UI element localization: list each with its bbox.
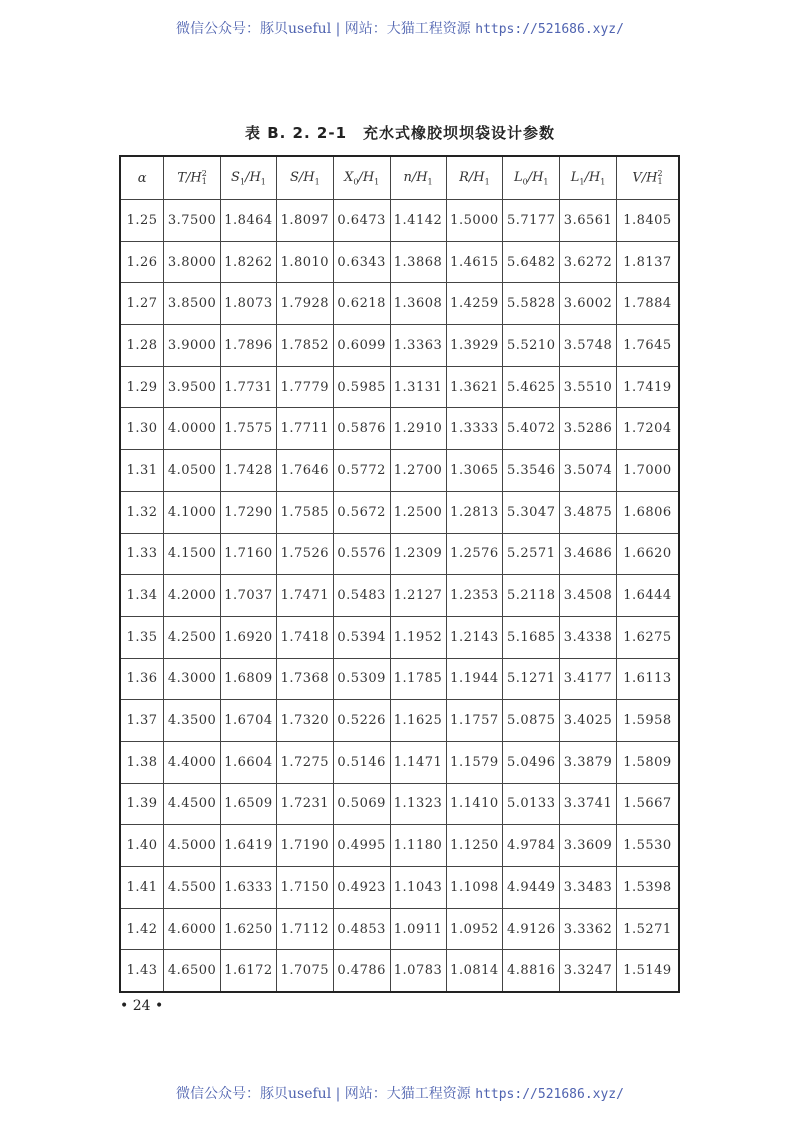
value-cell: 5.5210: [503, 325, 560, 367]
value-cell: 5.6482: [503, 241, 560, 283]
value-cell: 1.4259: [446, 283, 503, 325]
value-cell: 1.2353: [446, 575, 503, 617]
value-cell: 3.4177: [560, 658, 617, 700]
value-cell: 0.5226: [333, 700, 390, 742]
value-cell: 1.4615: [446, 241, 503, 283]
alpha-cell: 1.36: [120, 658, 164, 700]
alpha-cell: 1.37: [120, 700, 164, 742]
value-cell: 4.2500: [164, 616, 221, 658]
table-row: [120, 491, 679, 533]
table-header-row: [120, 156, 679, 200]
value-cell: 4.3000: [164, 658, 221, 700]
value-cell: 5.3047: [503, 491, 560, 533]
value-cell: 1.5398: [616, 867, 679, 909]
column-header: [120, 156, 164, 200]
value-cell: 1.3363: [390, 325, 446, 367]
alpha-cell: 1.42: [120, 908, 164, 950]
table-row: [120, 241, 679, 283]
value-cell: 1.3333: [446, 408, 503, 450]
value-cell: 1.6275: [616, 616, 679, 658]
value-cell: 1.0814: [446, 950, 503, 992]
value-cell: 1.1944: [446, 658, 503, 700]
value-cell: 1.1785: [390, 658, 446, 700]
header-part: 1: [484, 177, 490, 187]
value-cell: 1.7190: [276, 825, 333, 867]
value-cell: 0.5069: [333, 783, 390, 825]
value-cell: 1.7231: [276, 783, 333, 825]
alpha-cell: 1.35: [120, 616, 164, 658]
value-cell: 0.5772: [333, 450, 390, 492]
table-row: [120, 366, 679, 408]
header-part: X: [344, 169, 354, 185]
column-header: $X_0/H_1$: [333, 156, 390, 200]
value-cell: 3.5748: [560, 325, 617, 367]
value-cell: 4.9126: [503, 908, 560, 950]
value-cell: 1.6113: [616, 658, 679, 700]
value-cell: 1.8097: [276, 200, 333, 242]
header-part: 1: [579, 177, 585, 187]
table-row: [120, 700, 679, 742]
table-row: [120, 283, 679, 325]
header-part: R: [459, 169, 469, 185]
value-cell: 1.0911: [390, 908, 446, 950]
design-parameters-table: [119, 155, 680, 993]
table-row: [120, 741, 679, 783]
header-part: 1: [543, 177, 549, 187]
table-row: [120, 575, 679, 617]
alpha-cell: 1.39: [120, 783, 164, 825]
watermark-top: [0, 18, 800, 38]
value-cell: 3.4025: [560, 700, 617, 742]
value-cell: 0.6343: [333, 241, 390, 283]
value-cell: 0.6099: [333, 325, 390, 367]
value-cell: 1.1098: [446, 867, 503, 909]
value-cell: 5.7177: [503, 200, 560, 242]
column-header: $S_1/H_1$: [220, 156, 276, 200]
value-cell: 3.3362: [560, 908, 617, 950]
value-cell: 5.4072: [503, 408, 560, 450]
value-cell: 4.9449: [503, 867, 560, 909]
value-cell: 1.7368: [276, 658, 333, 700]
value-cell: 0.6218: [333, 283, 390, 325]
value-cell: 1.1323: [390, 783, 446, 825]
value-cell: 1.2309: [390, 533, 446, 575]
value-cell: 1.1952: [390, 616, 446, 658]
value-cell: 5.3546: [503, 450, 560, 492]
table-title: 表 B. 2. 2-1 充水式橡胶坝坝袋设计参数: [244, 124, 556, 142]
header-part: H: [588, 169, 601, 185]
value-cell: 4.3500: [164, 700, 221, 742]
header-part: 2: [657, 169, 663, 178]
page-number: • 24 •: [120, 998, 164, 1014]
value-cell: 3.6272: [560, 241, 617, 283]
value-cell: 1.1579: [446, 741, 503, 783]
value-cell: 1.2576: [446, 533, 503, 575]
alpha-cell: 1.29: [120, 366, 164, 408]
header-part: S: [289, 169, 299, 185]
value-cell: 0.4995: [333, 825, 390, 867]
value-cell: 1.3608: [390, 283, 446, 325]
header-part: 1: [374, 177, 380, 187]
header-part: 2: [201, 169, 207, 178]
value-cell: 3.8000: [164, 241, 221, 283]
value-cell: 0.4923: [333, 867, 390, 909]
header-part: H: [303, 169, 315, 185]
header-part: T: [177, 170, 186, 186]
value-cell: 1.5530: [616, 825, 679, 867]
value-cell: 0.5985: [333, 366, 390, 408]
value-cell: 1.6419: [220, 825, 276, 867]
value-cell: 3.4875: [560, 491, 617, 533]
value-cell: 1.6620: [616, 533, 679, 575]
value-cell: 3.5074: [560, 450, 617, 492]
value-cell: 1.7779: [276, 366, 333, 408]
alpha-cell: 1.25: [120, 200, 164, 242]
value-cell: 3.4338: [560, 616, 617, 658]
header-part: S: [231, 169, 240, 185]
value-cell: 1.6333: [220, 867, 276, 909]
table-row: [120, 783, 679, 825]
value-cell: 1.5958: [616, 700, 679, 742]
value-cell: 1.8262: [220, 241, 276, 283]
value-cell: 1.2700: [390, 450, 446, 492]
table-row: [120, 616, 679, 658]
table-row: [120, 200, 679, 242]
value-cell: 1.7290: [220, 491, 276, 533]
alpha-cell: 1.32: [120, 491, 164, 533]
value-cell: 3.6002: [560, 283, 617, 325]
header-part: 0: [522, 177, 528, 187]
value-cell: 0.5876: [333, 408, 390, 450]
alpha-cell: 1.31: [120, 450, 164, 492]
value-cell: 1.7731: [220, 366, 276, 408]
table-row: [120, 825, 679, 867]
value-cell: 1.7645: [616, 325, 679, 367]
value-cell: 1.7884: [616, 283, 679, 325]
header-part: H: [473, 169, 485, 185]
value-cell: 4.6500: [164, 950, 221, 992]
value-cell: 3.9500: [164, 366, 221, 408]
value-cell: 1.6172: [220, 950, 276, 992]
value-cell: 1.8137: [616, 241, 679, 283]
column-header: T/H 2 1: [164, 156, 221, 200]
value-cell: 4.5000: [164, 825, 221, 867]
value-cell: 4.4000: [164, 741, 221, 783]
value-cell: 3.4686: [560, 533, 617, 575]
value-cell: 1.7150: [276, 867, 333, 909]
table-row: [120, 867, 679, 909]
alpha-cell: 1.34: [120, 575, 164, 617]
value-cell: 1.8405: [616, 200, 679, 242]
table-row: [120, 533, 679, 575]
value-cell: 1.1043: [390, 867, 446, 909]
value-cell: 4.6000: [164, 908, 221, 950]
value-cell: 1.7646: [276, 450, 333, 492]
value-cell: 5.4625: [503, 366, 560, 408]
watermark-link[interactable]: https://521686.xyz/: [475, 1087, 624, 1102]
value-cell: 1.6509: [220, 783, 276, 825]
value-cell: 3.9000: [164, 325, 221, 367]
header-part: L: [513, 169, 523, 185]
header-part: n: [403, 169, 412, 185]
value-cell: 1.5667: [616, 783, 679, 825]
value-cell: 1.8073: [220, 283, 276, 325]
value-cell: 1.6809: [220, 658, 276, 700]
value-cell: 1.8464: [220, 200, 276, 242]
value-cell: 1.1625: [390, 700, 446, 742]
value-cell: 5.1271: [503, 658, 560, 700]
value-cell: 5.5828: [503, 283, 560, 325]
value-cell: 5.1685: [503, 616, 560, 658]
header-part: 1: [239, 177, 246, 187]
alpha-cell: 1.28: [120, 325, 164, 367]
watermark-bottom: [0, 1083, 800, 1103]
value-cell: 1.3621: [446, 366, 503, 408]
value-cell: 1.5809: [616, 741, 679, 783]
value-cell: 1.3065: [446, 450, 503, 492]
value-cell: 4.1000: [164, 491, 221, 533]
value-cell: 1.0783: [390, 950, 446, 992]
header-part: H: [532, 169, 544, 185]
watermark-text: 微信公众号：豚贝useful | 网站：大猫工程资源: [176, 21, 476, 37]
value-cell: 1.7419: [616, 366, 679, 408]
table-row: [120, 408, 679, 450]
value-cell: 1.7037: [220, 575, 276, 617]
header-part: 0: [353, 177, 359, 187]
value-cell: 0.5483: [333, 575, 390, 617]
value-cell: 1.6444: [616, 575, 679, 617]
table-row: [120, 950, 679, 992]
value-cell: 5.2118: [503, 575, 560, 617]
value-cell: 1.5000: [446, 200, 503, 242]
header-part: H: [362, 169, 375, 185]
alpha-cell: 1.27: [120, 283, 164, 325]
alpha-cell: 1.38: [120, 741, 164, 783]
value-cell: 1.5271: [616, 908, 679, 950]
table-row: [120, 450, 679, 492]
table-row: [120, 325, 679, 367]
value-cell: 1.6920: [220, 616, 276, 658]
value-cell: 1.2127: [390, 575, 446, 617]
column-header: $n/H_1$: [390, 156, 446, 200]
table-row: [120, 658, 679, 700]
table-row: [120, 908, 679, 950]
value-cell: 1.2500: [390, 491, 446, 533]
value-cell: 0.5394: [333, 616, 390, 658]
value-cell: 3.3609: [560, 825, 617, 867]
alpha-cell: 1.33: [120, 533, 164, 575]
value-cell: 1.7526: [276, 533, 333, 575]
value-cell: 1.7075: [276, 950, 333, 992]
value-cell: 1.7896: [220, 325, 276, 367]
value-cell: 3.7500: [164, 200, 221, 242]
value-cell: 1.6250: [220, 908, 276, 950]
value-cell: 5.2571: [503, 533, 560, 575]
value-cell: 3.3741: [560, 783, 617, 825]
value-cell: 1.1410: [446, 783, 503, 825]
value-cell: 4.8816: [503, 950, 560, 992]
header-part: 1: [657, 177, 663, 186]
value-cell: 0.5146: [333, 741, 390, 783]
value-cell: 1.7428: [220, 450, 276, 492]
value-cell: 1.8010: [276, 241, 333, 283]
value-cell: 0.5672: [333, 491, 390, 533]
value-cell: 4.0000: [164, 408, 221, 450]
value-cell: 1.7320: [276, 700, 333, 742]
value-cell: 1.2910: [390, 408, 446, 450]
alpha-cell: 1.40: [120, 825, 164, 867]
value-cell: 1.7160: [220, 533, 276, 575]
value-cell: 3.4508: [560, 575, 617, 617]
value-cell: 4.0500: [164, 450, 221, 492]
value-cell: 0.6473: [333, 200, 390, 242]
value-cell: 1.5149: [616, 950, 679, 992]
value-cell: 1.4142: [390, 200, 446, 242]
header-part: 1: [314, 177, 320, 187]
header-part: 1: [600, 177, 606, 187]
value-cell: 1.3929: [446, 325, 503, 367]
header-part: H: [249, 169, 261, 185]
value-cell: 1.7204: [616, 408, 679, 450]
header-part: L: [570, 169, 580, 185]
header-part: V: [632, 170, 642, 186]
value-cell: 0.5576: [333, 533, 390, 575]
value-cell: 5.0875: [503, 700, 560, 742]
alpha-cell: 1.30: [120, 408, 164, 450]
value-cell: 3.3879: [560, 741, 617, 783]
value-cell: 1.7852: [276, 325, 333, 367]
value-cell: 1.0952: [446, 908, 503, 950]
alpha-cell: 1.43: [120, 950, 164, 992]
value-cell: 3.5510: [560, 366, 617, 408]
value-cell: 4.9784: [503, 825, 560, 867]
watermark-text: 微信公众号：豚贝useful | 网站：大猫工程资源: [176, 1086, 476, 1102]
value-cell: 4.4500: [164, 783, 221, 825]
value-cell: 0.4853: [333, 908, 390, 950]
value-cell: 1.7275: [276, 741, 333, 783]
value-cell: 1.1250: [446, 825, 503, 867]
value-cell: 1.3868: [390, 241, 446, 283]
value-cell: 5.0133: [503, 783, 560, 825]
alpha-cell: 1.26: [120, 241, 164, 283]
column-header: $R/H_1$: [446, 156, 503, 200]
value-cell: 1.6806: [616, 491, 679, 533]
value-cell: 1.7928: [276, 283, 333, 325]
value-cell: 3.3483: [560, 867, 617, 909]
value-cell: 1.6704: [220, 700, 276, 742]
value-cell: 5.0496: [503, 741, 560, 783]
value-cell: 1.6604: [220, 741, 276, 783]
header-part: 1: [201, 177, 207, 186]
value-cell: 0.5309: [333, 658, 390, 700]
header-part: H: [190, 170, 202, 186]
column-header: $L_0/H_1$: [503, 156, 560, 200]
value-cell: 3.6561: [560, 200, 617, 242]
header-part: 1: [260, 177, 266, 187]
alpha-cell: 1.41: [120, 867, 164, 909]
value-cell: 1.3131: [390, 366, 446, 408]
value-cell: 1.7000: [616, 450, 679, 492]
watermark-link[interactable]: https://521686.xyz/: [475, 22, 624, 37]
header-part: α: [137, 170, 147, 186]
value-cell: 4.5500: [164, 867, 221, 909]
value-cell: 1.7418: [276, 616, 333, 658]
column-header: $S/H_1$: [276, 156, 333, 200]
value-cell: 1.2143: [446, 616, 503, 658]
value-cell: 1.7471: [276, 575, 333, 617]
value-cell: 1.7711: [276, 408, 333, 450]
value-cell: 1.1180: [390, 825, 446, 867]
value-cell: 3.5286: [560, 408, 617, 450]
column-header: $L_1/H_1$: [560, 156, 617, 200]
value-cell: 1.7585: [276, 491, 333, 533]
value-cell: 4.1500: [164, 533, 221, 575]
value-cell: 1.1757: [446, 700, 503, 742]
column-header: V/H 2 1: [616, 156, 679, 200]
header-part: 1: [427, 177, 433, 187]
value-cell: 0.4786: [333, 950, 390, 992]
value-cell: 1.7575: [220, 408, 276, 450]
value-cell: 3.3247: [560, 950, 617, 992]
header-part: H: [416, 169, 428, 185]
value-cell: 1.7112: [276, 908, 333, 950]
value-cell: 4.2000: [164, 575, 221, 617]
value-cell: 3.8500: [164, 283, 221, 325]
value-cell: 1.1471: [390, 741, 446, 783]
header-part: H: [646, 170, 658, 186]
value-cell: 1.2813: [446, 491, 503, 533]
